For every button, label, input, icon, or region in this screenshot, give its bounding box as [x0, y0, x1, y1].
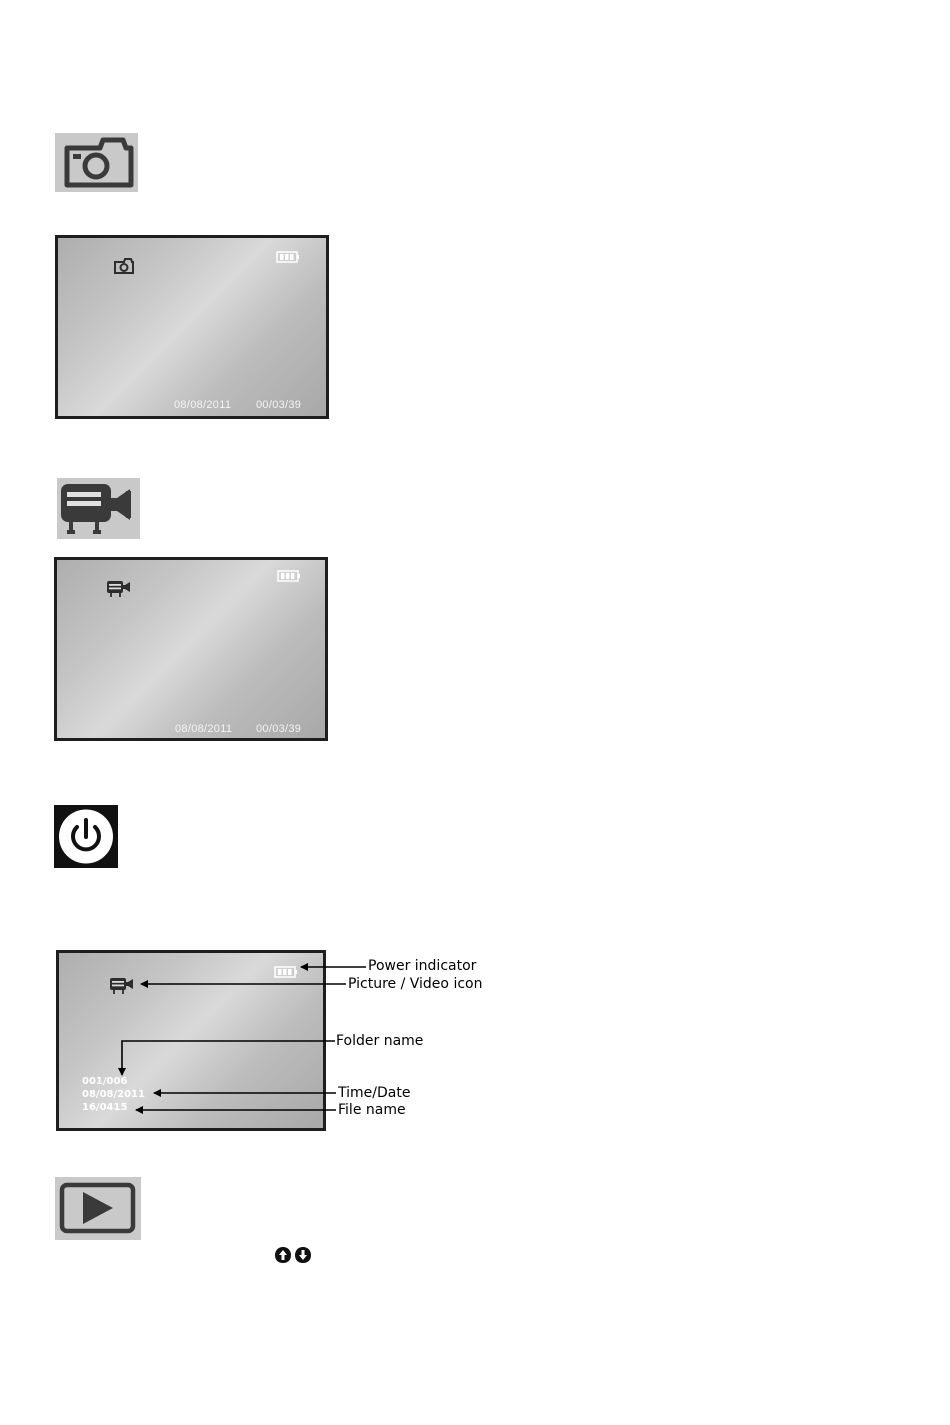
up-down-arrows-icon: [274, 1246, 314, 1264]
play-icon: [55, 1177, 141, 1240]
power-indicator-label: Power indicator: [368, 958, 477, 974]
time-date-label: Time/Date: [338, 1085, 411, 1101]
counter-readout: 00/03/39: [256, 399, 302, 411]
folder-name-leader: [122, 1041, 335, 1075]
counter-readout: 00/03/39: [256, 723, 302, 735]
date-readout: 08/08/2011: [174, 399, 232, 411]
picture-video-icon-label: Picture / Video icon: [348, 976, 483, 992]
date-value: 08/08/2011: [82, 1089, 145, 1100]
file-value: 16/0415: [82, 1102, 128, 1113]
folder-name-label: Folder name: [336, 1033, 424, 1049]
file-name-label: File name: [338, 1102, 406, 1118]
date-readout: 08/08/2011: [175, 723, 233, 735]
folder-value: 001/006: [82, 1076, 128, 1087]
